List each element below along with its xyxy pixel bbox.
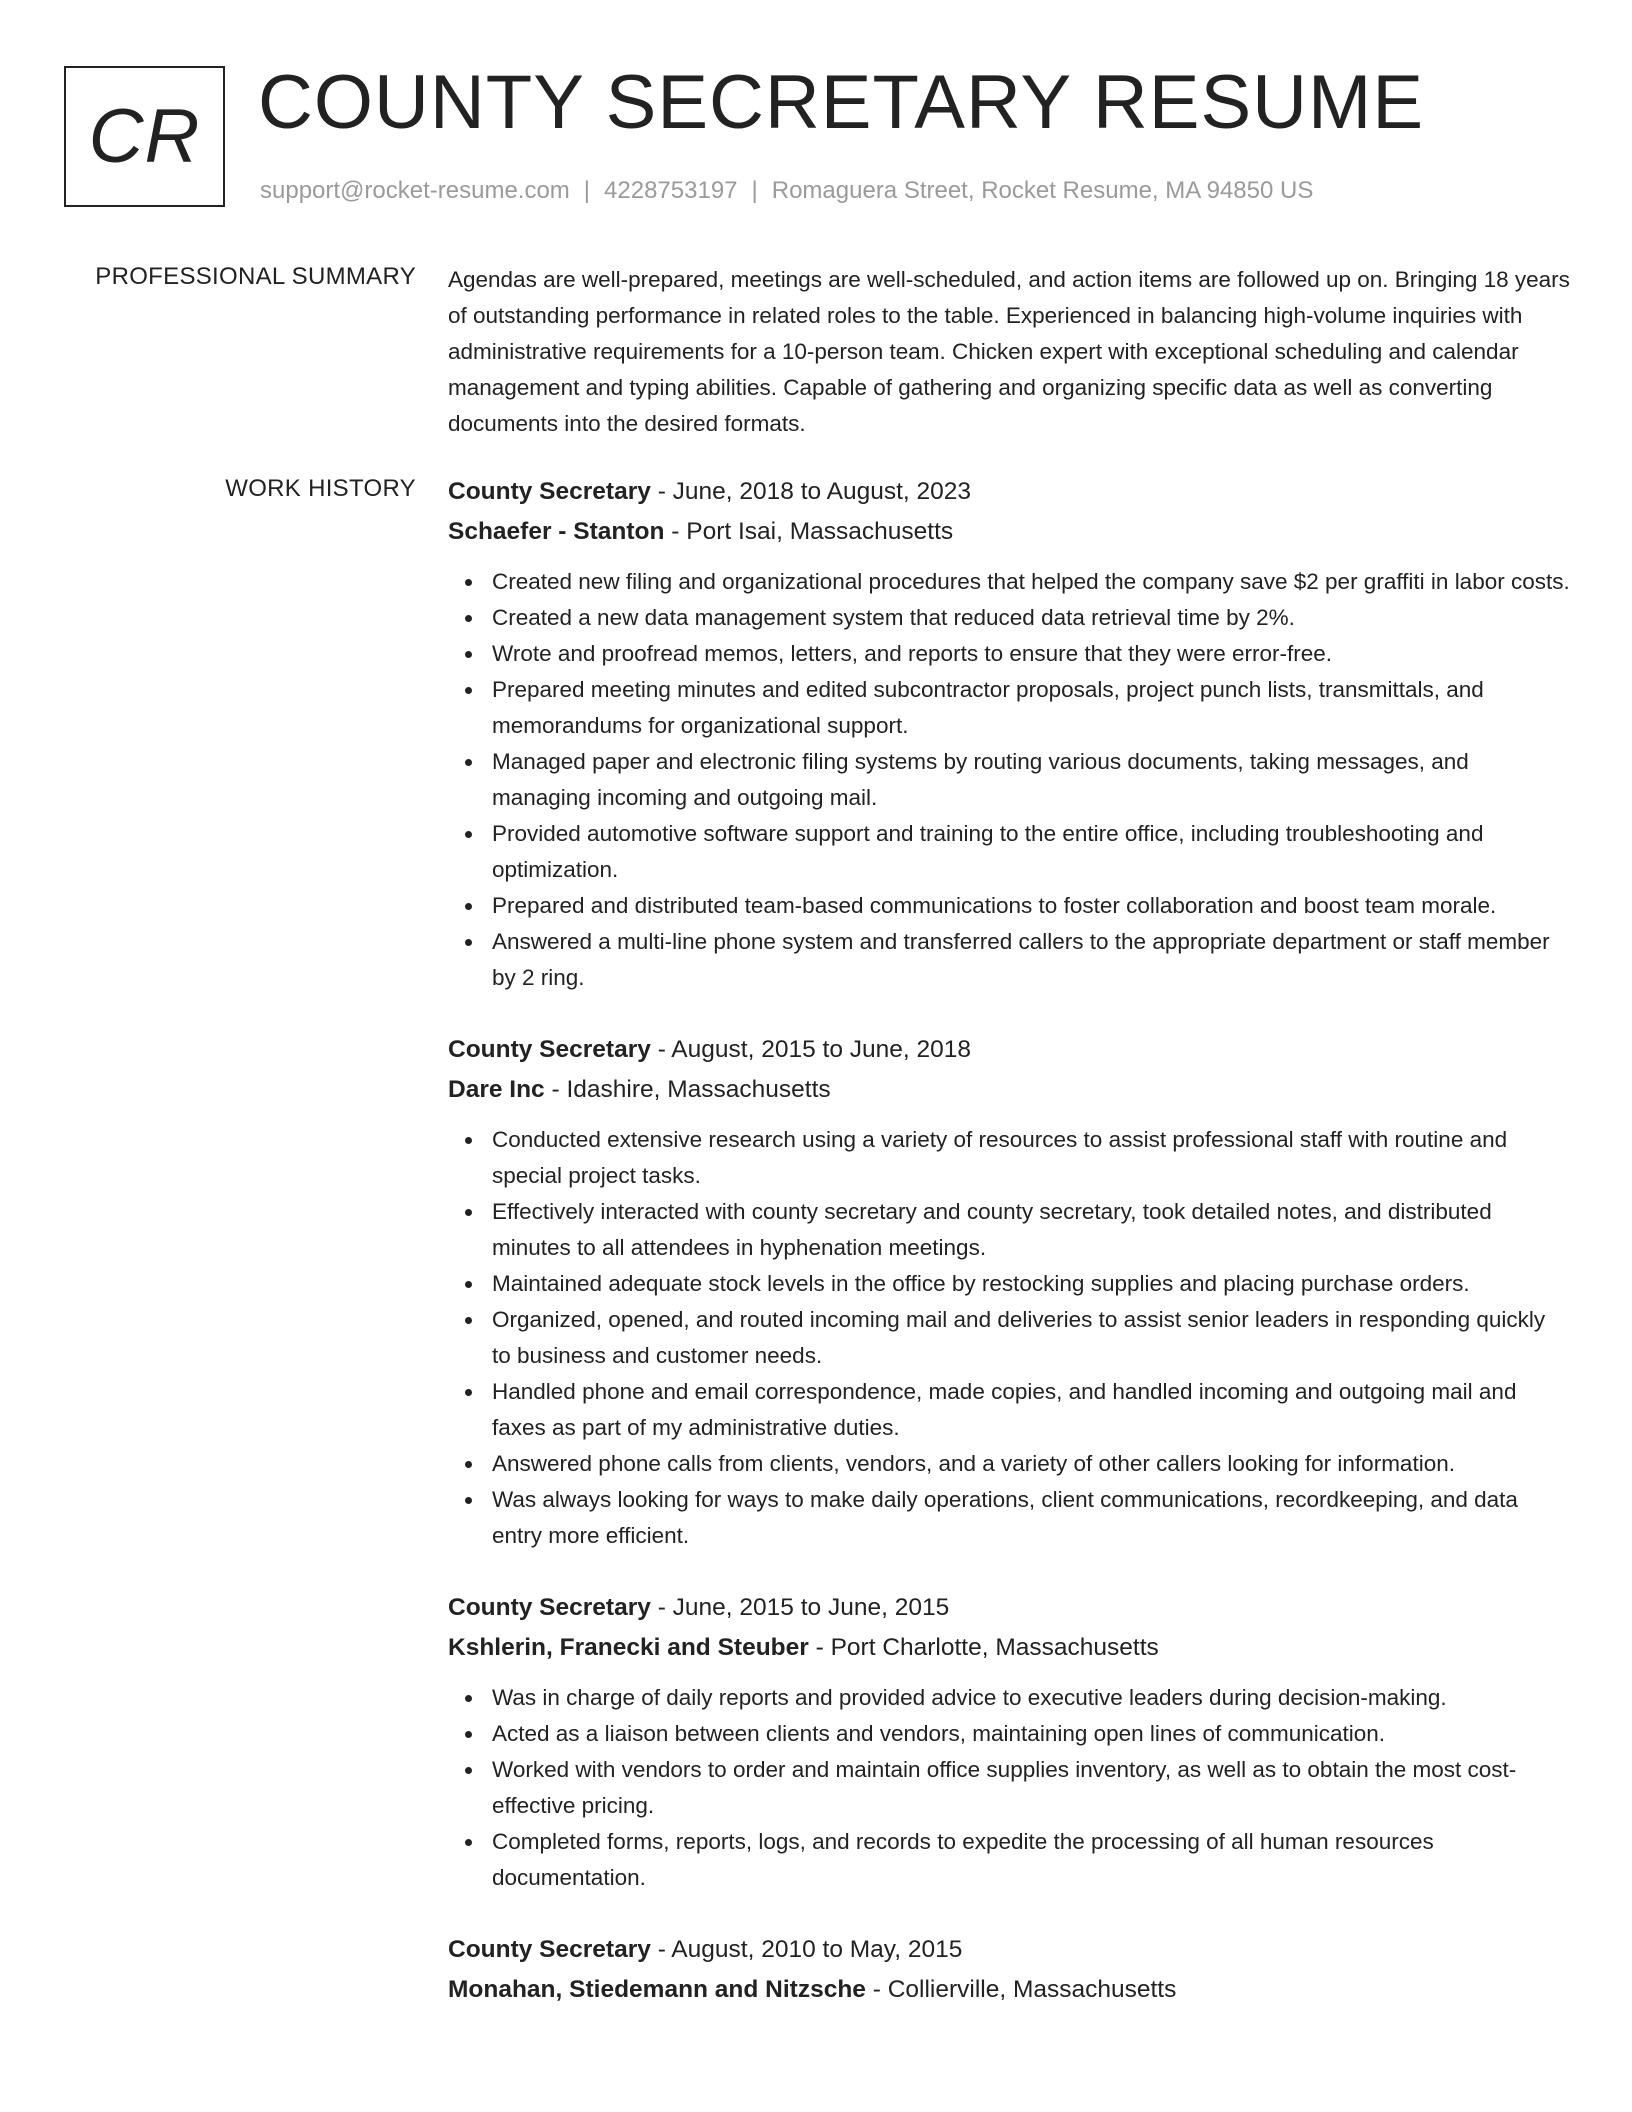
job-title-line: [448, 1030, 1570, 1070]
job-bullet: Prepared and distributed team-based communications to foster collaboration and boost team morale.: [492, 888, 1570, 924]
section-label-work-history: WORK HISTORY: [225, 475, 416, 502]
section-label-summary: PROFESSIONAL SUMMARY: [95, 263, 416, 290]
monogram-initials: CR: [88, 94, 201, 179]
job-dates: - August, 2015 to June, 2018: [650, 1036, 971, 1063]
job-bullet-list: [448, 1122, 1570, 1554]
summary-body: [448, 262, 1570, 442]
job-location: - Port Charlotte, Massachusetts: [808, 1634, 1159, 1661]
job-company: Monahan, Stiedemann and Nitzsche: [448, 1976, 866, 2003]
job-entry: [448, 1588, 1570, 1896]
job-company-line: [448, 1070, 1570, 1110]
job-bullet: Conducted extensive research using a variety of resources to assist professional staff with routine and special project tasks.: [492, 1122, 1570, 1194]
job-title: County Secretary: [448, 1594, 651, 1621]
job-company-line: [448, 1628, 1570, 1668]
job-location: - Port Isai, Massachusetts: [664, 518, 954, 545]
job-bullet: Acted as a liaison between clients and vendors, maintaining open lines of communication.: [492, 1716, 1570, 1752]
work-history-body: [448, 472, 1570, 2044]
job-bullet: Answered phone calls from clients, vendors, and a variety of other callers looking for information.: [492, 1446, 1570, 1482]
job-bullet: Managed paper and electronic filing systems by routing various documents, taking messages, and managing incoming and outgoing mail.: [492, 744, 1570, 816]
job-dates: - August, 2010 to May, 2015: [650, 1936, 963, 1963]
job-bullet: Was in charge of daily reports and provided advice to executive leaders during decision-making.: [492, 1680, 1570, 1716]
job-title-line: [448, 1588, 1570, 1628]
monogram-box: [64, 66, 225, 207]
resume-title: COUNTY SECRETARY RESUME: [258, 60, 1425, 145]
job-bullet: Wrote and proofread memos, letters, and reports to ensure that they were error-free.: [492, 636, 1570, 672]
job-location: - Collierville, Massachusetts: [865, 1976, 1177, 2003]
job-bullet-list: [448, 564, 1570, 996]
contact-line: [260, 176, 1313, 206]
job-entry: [448, 1030, 1570, 1554]
job-company: Schaefer - Stanton: [448, 518, 665, 545]
job-company-line: [448, 1970, 1570, 2010]
contact-separator: |: [583, 177, 591, 204]
job-location: - Idashire, Massachusetts: [544, 1076, 831, 1103]
job-title: County Secretary: [448, 1936, 651, 1963]
job-dates: - June, 2018 to August, 2023: [650, 478, 971, 505]
job-bullet: Organized, opened, and routed incoming mail and deliveries to assist senior leaders in responding quickly to business and customer needs.: [492, 1302, 1570, 1374]
job-company-line: [448, 512, 1570, 552]
contact-phone: 4228753197: [604, 177, 738, 204]
summary-text: Agendas are well-prepared, meetings are well-scheduled, and action items are followed up on. Bringing 18 years of outstanding performance in related roles to the table. Experienced in balancing high-volume inquiries with administrative requirements for a 10-person team. Chicken expert with exceptional scheduling and calendar management and typing abilities. Capable of gathering and organizing specific data as well as converting documents into the desired formats.: [448, 267, 1570, 436]
job-bullet: Answered a multi-line phone system and transferred callers to the appropriate department or staff member by 2 ring.: [492, 924, 1570, 996]
job-bullet-list: [448, 1680, 1570, 1896]
job-entry: [448, 472, 1570, 996]
job-bullet: Effectively interacted with county secretary and county secretary, took detailed notes, and distributed minutes to all attendees in hyphenation meetings.: [492, 1194, 1570, 1266]
job-title: County Secretary: [448, 478, 651, 505]
job-title: County Secretary: [448, 1036, 651, 1063]
job-bullet: Was always looking for ways to make daily operations, client communications, recordkeeping, and data entry more efficient.: [492, 1482, 1570, 1554]
job-title-line: [448, 1930, 1570, 1970]
job-bullet: Worked with vendors to order and maintain office supplies inventory, as well as to obtain the most cost-effective pricing.: [492, 1752, 1570, 1824]
job-bullet: Created new filing and organizational procedures that helped the company save $2 per graffiti in labor costs.: [492, 564, 1570, 600]
job-bullet: Prepared meeting minutes and edited subcontractor proposals, project punch lists, transmittals, and memorandums for organizational support.: [492, 672, 1570, 744]
job-bullet: Provided automotive software support and training to the entire office, including troubleshooting and optimization.: [492, 816, 1570, 888]
contact-address: Romaguera Street, Rocket Resume, MA 94850 US: [771, 177, 1314, 204]
job-dates: - June, 2015 to June, 2015: [650, 1594, 950, 1621]
job-bullet: Completed forms, reports, logs, and records to expedite the processing of all human resources documentation.: [492, 1824, 1570, 1896]
job-bullet: Created a new data management system that reduced data retrieval time by 2%.: [492, 600, 1570, 636]
job-company: Dare Inc: [448, 1076, 545, 1103]
job-title-line: [448, 472, 1570, 512]
job-bullet: Maintained adequate stock levels in the office by restocking supplies and placing purchase orders.: [492, 1266, 1570, 1302]
job-bullet: Handled phone and email correspondence, made copies, and handled incoming and outgoing mail and faxes as part of my administrative duties.: [492, 1374, 1570, 1446]
contact-separator: |: [751, 177, 758, 204]
job-company: Kshlerin, Franecki and Steuber: [448, 1634, 809, 1661]
contact-email: support@rocket-resume.com: [260, 177, 570, 204]
job-entry: [448, 1930, 1570, 2010]
